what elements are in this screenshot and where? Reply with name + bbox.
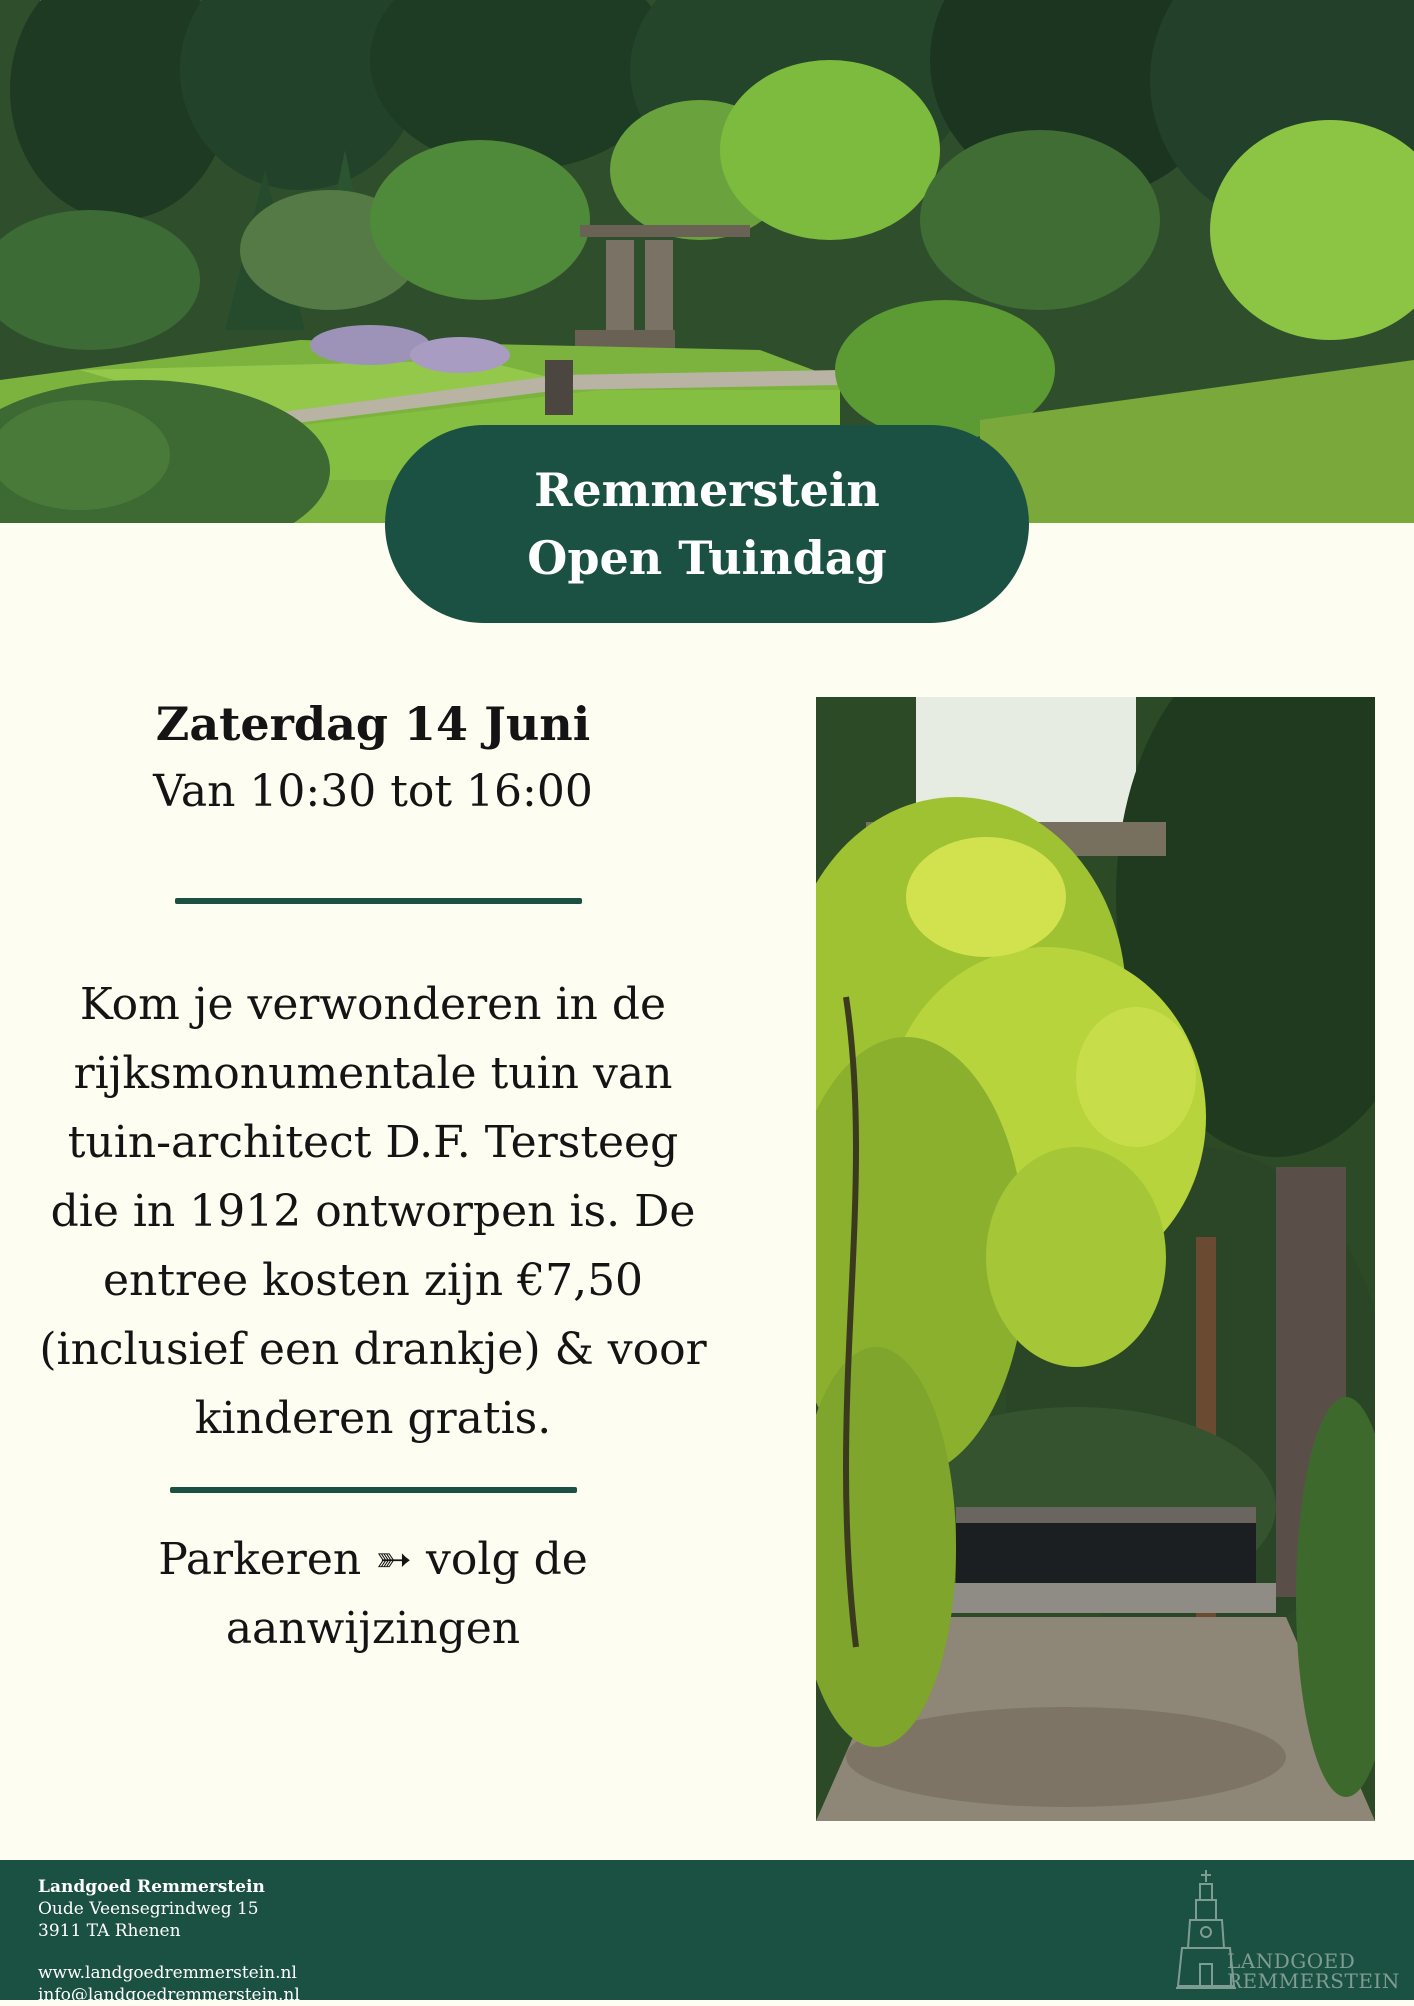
divider-top: [175, 898, 582, 904]
footer: [0, 1860, 1414, 2005]
landgoed-logo: [1172, 1868, 1400, 1994]
title-line-2: Open Tuindag: [527, 531, 887, 585]
footer-website[interactable]: www.landgoedremmerstein.nl: [38, 1963, 297, 1983]
pergola-illustration: [816, 697, 1375, 1821]
divider-bottom: [170, 1487, 577, 1493]
event-time: Van 10:30 tot 16:00: [153, 766, 593, 817]
footer-org-name: Landgoed Remmerstein: [38, 1877, 265, 1897]
parking-info: Parkeren ➳ volg de aanwijzingen: [158, 1534, 588, 1654]
event-title-banner: [385, 425, 1029, 623]
footer-email[interactable]: info@landgoedremmerstein.nl: [38, 1985, 300, 2005]
title-line-1: Remmerstein: [534, 463, 880, 517]
event-date: Zaterdag 14 Juni: [155, 697, 591, 751]
logo-text-line-1: LANDGOED: [1227, 1949, 1356, 1973]
logo-text-line-2: REMMERSTEIN: [1227, 1969, 1400, 1993]
event-description: Kom je verwonderen in de rijksmonumentale tuin van tuin-architect D.F. Tersteeg die in 1912 ontworpen is. De entree kosten zijn €7,50 (inclusief een drankje) & voor kinderen gratis.: [39, 979, 707, 1444]
footer-street: Oude Veensegrindweg 15: [38, 1899, 259, 1919]
footer-city: 3911 TA Rhenen: [38, 1921, 181, 1941]
event-details: [30, 690, 716, 826]
pergola-photo: [816, 697, 1375, 1821]
footer-contact: [38, 1876, 300, 2006]
